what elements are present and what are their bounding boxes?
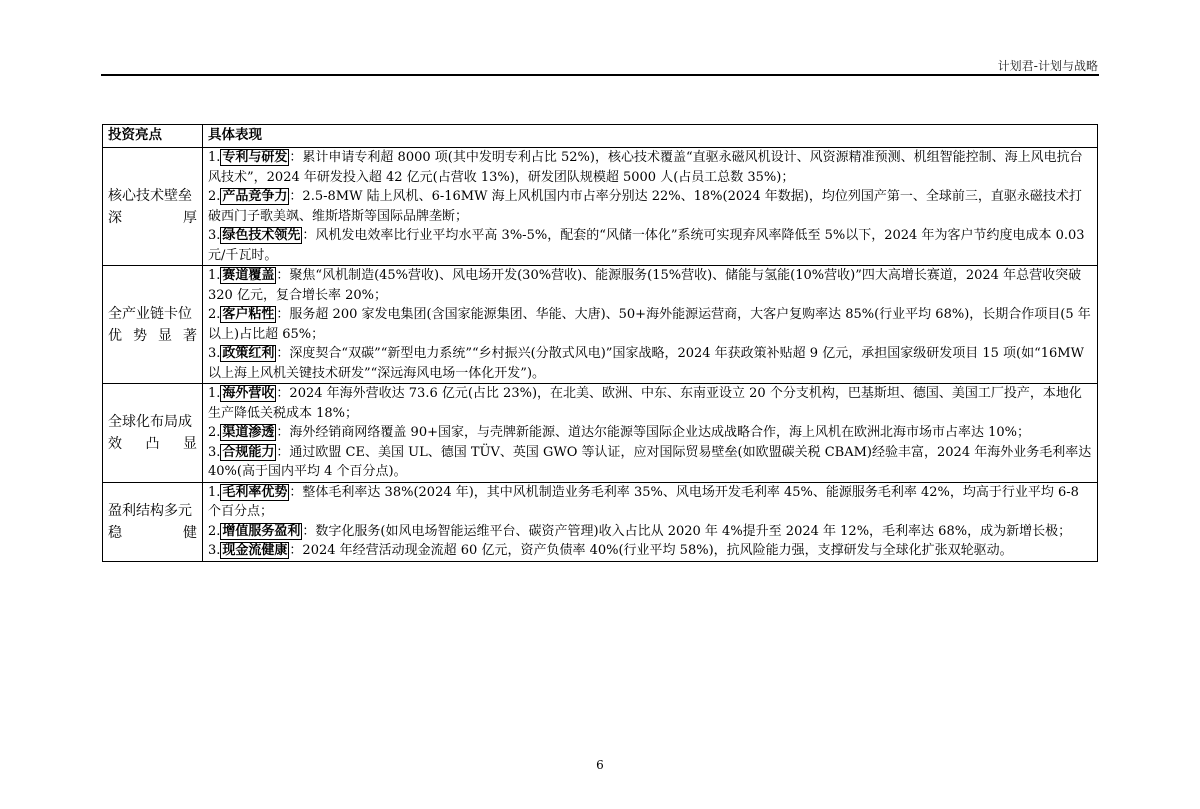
item-text: ：深度契合“双碳”“新型电力系统”“乡村振兴(分散式风电)”国家战略，2024 年获政策补贴超 9 亿元，承担国家级研发项目 15 项(如“16MW 以上海上风机关键技术研发”“深远海风电场一体化开发”)。 (208, 346, 1084, 381)
item-keyword: 绿色技术领先 (222, 228, 301, 243)
detail-item (208, 443, 1092, 482)
detail-cell (203, 266, 1098, 384)
item-keyword: 赛道覆盖 (222, 268, 275, 283)
item-keyword: 增值服务盈利 (222, 523, 301, 539)
item-text: ：数字化服务(如风电场智能运维平台、碳资产管理)收入占比从 2020 年 4%提升至 2024 年 12%，毛利率达 68%，成为新增长极； (302, 523, 1072, 539)
table-header-row (103, 125, 1098, 148)
item-number: 3. (208, 228, 221, 243)
item-text: ：2.5-8MW 陆上风机、6-16MW 海上风机国内市占率分别达 22%、18%(2024 年数据)，均位列国产第一、全球前三，直驱永磁技术打破西门子歌美飒、维斯塔斯等国际品牌垄断； (208, 189, 1082, 224)
highlight-cell: 全产业链卡位优势显著 (103, 266, 203, 384)
detail-item (208, 226, 1092, 265)
highlight-cell: 核心技术壁垒深厚 (103, 148, 203, 266)
detail-item (208, 384, 1092, 423)
column-header-highlight: 投资亮点 (103, 125, 203, 148)
column-header-detail: 具体表现 (203, 125, 1098, 148)
item-keyword: 合规能力 (222, 444, 275, 460)
item-number: 1. (208, 484, 221, 500)
table-row (103, 482, 1098, 561)
header-divider (101, 74, 1099, 76)
header-title: 计划君-计划与战略 (997, 59, 1098, 73)
detail-item (208, 266, 1092, 305)
highlight-cell: 盈利结构多元稳健 (103, 482, 203, 561)
item-text: ：通过欧盟 CE、美国 UL、德国 TÜV、英国 GWO 等认证，应对国际贸易壁垒(如欧盟碳关税 CBAM)经验丰富，2024 年海外业务毛利率达 40%(高于国内平均 4 个百分点)。 (208, 444, 1092, 479)
item-keyword: 毛利率优势 (222, 484, 288, 500)
detail-cell (203, 148, 1098, 266)
detail-item (208, 522, 1092, 542)
item-number: 1. (208, 150, 221, 165)
item-keyword: 产品竞争力 (222, 189, 288, 204)
item-keyword: 政策红利 (222, 346, 275, 361)
detail-cell (203, 384, 1098, 483)
page-number: 6 (596, 758, 604, 772)
detail-item (208, 483, 1092, 522)
detail-item (208, 187, 1092, 226)
item-number: 3. (208, 346, 221, 361)
item-text: ：聚焦“风机制造(45%营收)、风电场开发(30%营收)、能源服务(15%营收)、储能与氢能(10%营收)”四大高增长赛道，2024 年总营收突破 320 亿元，复合增长率 20%； (208, 268, 1082, 303)
table-row (103, 266, 1098, 384)
detail-item (208, 541, 1092, 561)
item-text: ：整体毛利率达 38%(2024 年)，其中风机制造业务毛利率 35%、风电场开发毛利率 45%、能源服务毛利率 42%，均高于行业平均 6-8 个百分点； (208, 484, 1079, 519)
detail-cell (203, 482, 1098, 561)
item-number: 1. (208, 268, 221, 283)
item-keyword: 现金流健康 (222, 543, 288, 558)
item-keyword: 海外营收 (222, 386, 275, 401)
highlight-cell: 全球化布局成效凸显 (103, 384, 203, 483)
investment-highlights-table (102, 124, 1098, 562)
item-keyword: 渠道渗透 (222, 425, 275, 440)
detail-item (208, 423, 1092, 443)
item-number: 3. (208, 543, 221, 558)
item-text: ：累计申请专利超 8000 项(其中发明专利占比 52%)，核心技术覆盖“直驱永磁风机设计、风资源精准预测、机组智能控制、海上风电抗台风技术”，2024 年研发投入超 42 亿元(占营收 13%)，研发团队规模超 5000 人(占员工总数 35%)； (208, 150, 1083, 185)
item-number: 1. (208, 386, 221, 401)
item-text: ：2024 年经营活动现金流超 60 亿元，资产负债率 40%(行业平均 58%)，抗风险能力强，支撑研发与全球化扩张双轮驱动。 (289, 543, 1013, 558)
detail-item (208, 148, 1092, 187)
item-number: 2. (208, 523, 221, 539)
item-keyword: 客户粘性 (222, 307, 275, 322)
detail-item (208, 305, 1092, 344)
item-text: ：2024 年海外营收达 73.6 亿元(占比 23%)，在北美、欧洲、中东、东南亚设立 20 个分支机构，巴基斯坦、德国、美国工厂投产，本地化生产降低关税成本 18%； (208, 386, 1082, 421)
detail-item (208, 344, 1092, 383)
item-number: 2. (208, 189, 221, 204)
table-row (103, 148, 1098, 266)
item-keyword: 专利与研发 (222, 150, 288, 165)
table-row (103, 384, 1098, 483)
item-text: ：海外经销商网络覆盖 90+国家，与壳牌新能源、道达尔能源等国际企业达成战略合作，海上风机在欧洲北海市场市占率达 10%； (276, 425, 1031, 440)
item-number: 3. (208, 444, 221, 460)
item-number: 2. (208, 307, 221, 322)
item-text: ：服务超 200 家发电集团(含国家能源集团、华能、大唐)、50+海外能源运营商，大客户复购率达 85%(行业平均 68%)，长期合作项目(5 年以上)占比超 65%； (208, 307, 1091, 342)
item-text: ：风机发电效率比行业平均水平高 3%-5%，配套的“风储一体化”系统可实现弃风率降低至 5%以下，2024 年为客户节约度电成本 0.03 元/千瓦时。 (208, 228, 1085, 263)
item-number: 2. (208, 425, 221, 440)
